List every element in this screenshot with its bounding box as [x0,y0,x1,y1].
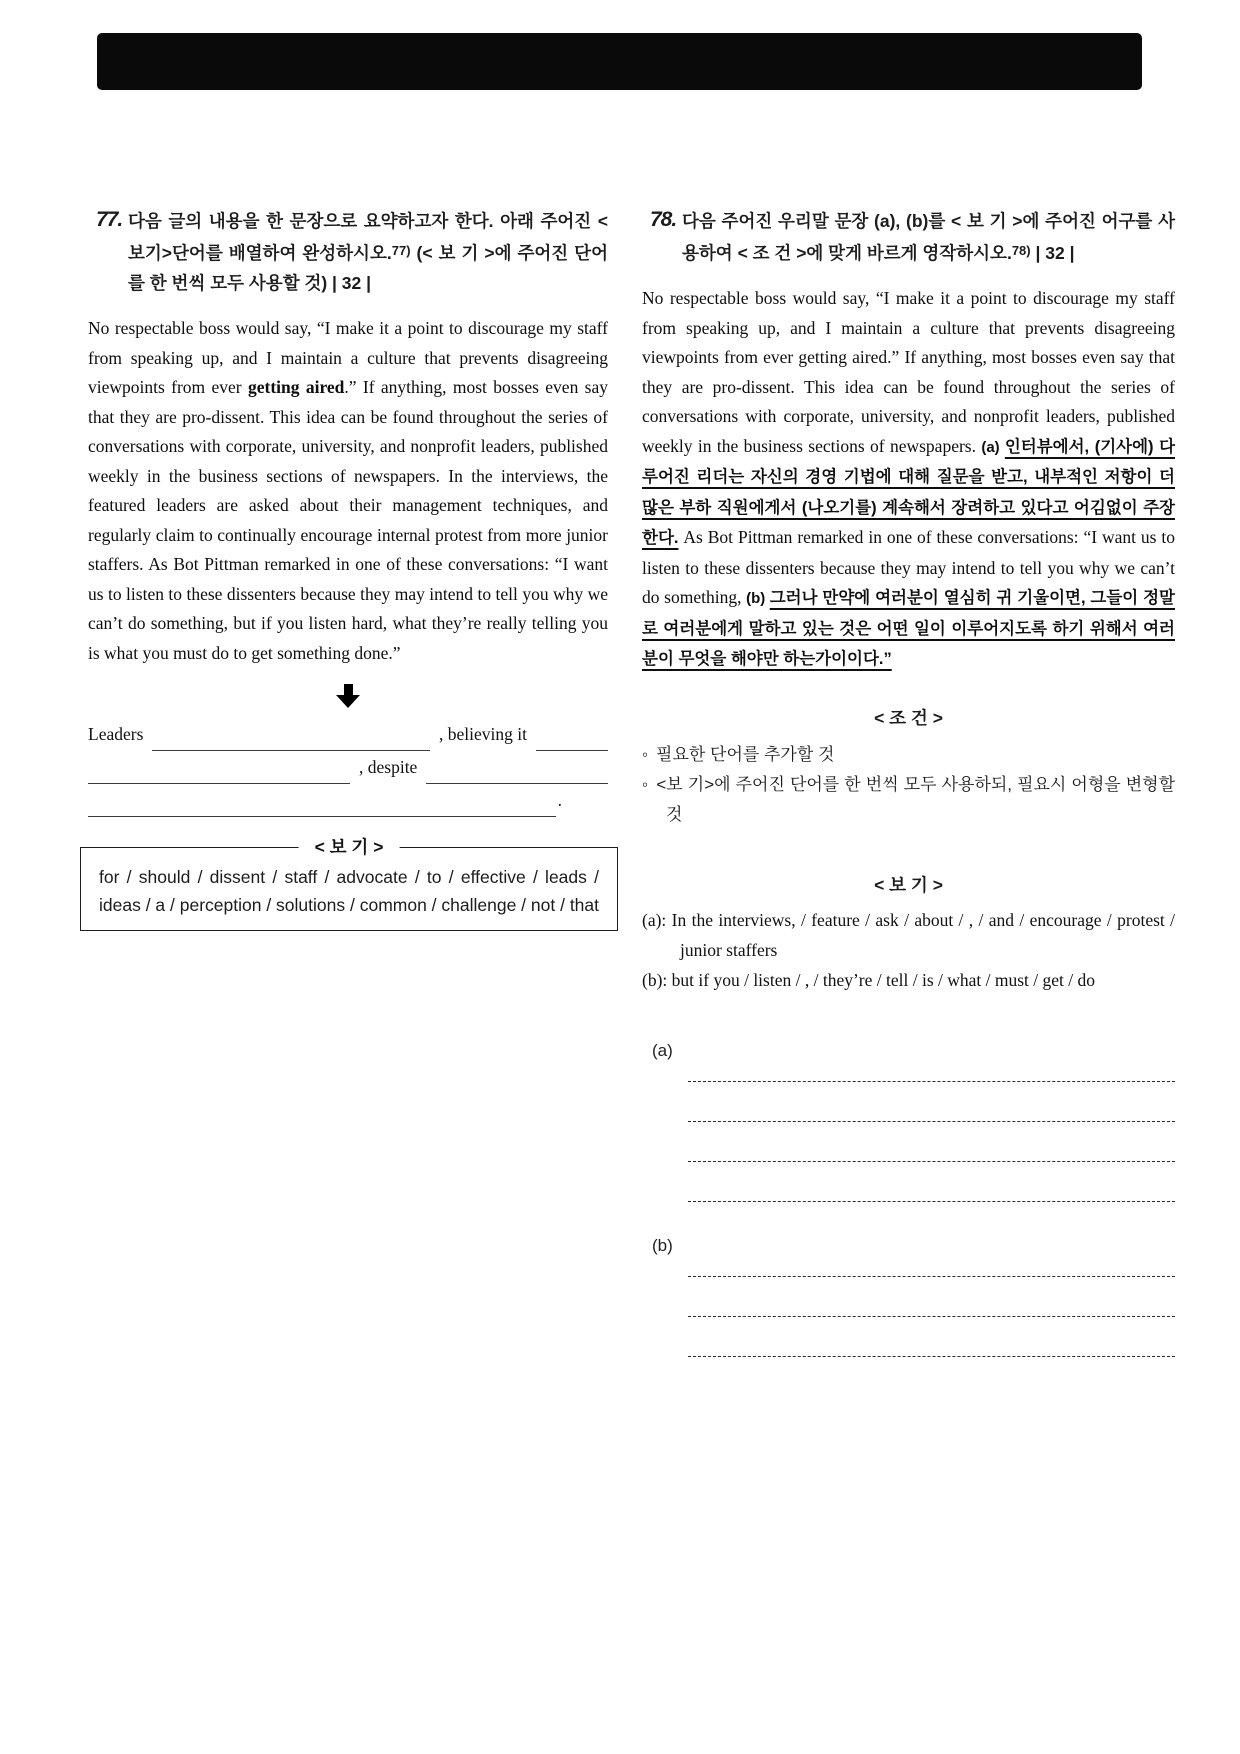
answer-label-b: (b) [652,1235,673,1255]
summary-row-2 [88,751,608,784]
summary-mid2: , despite [359,757,418,777]
q78-word-bank-title: < 보 기 > [874,874,943,895]
answer-line [688,1162,1175,1202]
answer-group-b [652,1236,1175,1357]
answer-lines-a [688,1061,1175,1202]
summary-lead: Leaders [88,724,144,744]
q77-passage-part1: No respectable boss would say, “I make it a point to discourage my staff from speaking up, and I maintain a culture that prevents disagreeing viewpoints from ever [88,318,608,397]
q78-passage-part2: As Bot Pittman remarked in one of these conversations: “I want us to listen to these dissenters because they may intend to tell you why we can’t do something, [642,527,1175,607]
answer-line [688,1256,1175,1277]
q78-korean-b: 그러나 만약에 여러분이 열심히 귀 기울이면, 그들이 정말로 여러분에게 말하고 있는 것은 어떤 일이 이루어지도록 하기 위해서 여러분이 무엇을 해야만 하는가이이다.” [642,589,1175,668]
answer-line [688,1061,1175,1082]
answer-line [688,1082,1175,1122]
q78-word-bank-list [642,905,1175,995]
answer-line [688,1122,1175,1162]
summary-arrow-row [88,684,608,708]
q77-footnote-ref: 77) [391,243,411,258]
q77-number: 77. [96,208,123,231]
q77-prompt-text: 다음 글의 내용을 한 문장으로 요약하고자 한다. 아래 주어진 <보기>단어를 배열하여 완성하시오. [128,211,608,263]
summary-blank-4 [426,761,608,784]
q78-condition-title: < 조 건 > [874,707,943,728]
summary-blank-3 [88,761,350,784]
question-78 [642,0,1175,1357]
q77-word-bank-box [80,837,618,931]
q78-answer-area [642,1041,1175,1357]
answer-line [688,1277,1175,1317]
answer-group-a [652,1041,1175,1202]
condition-item-2 [642,770,1175,830]
q78-marker-b: (b) [746,590,770,607]
q78-prompt-tail: | 32 | [1030,243,1075,263]
q77-summary-sentence [88,718,608,817]
word-bank-item-a [642,905,1175,965]
answer-line [688,1317,1175,1357]
summary-blank-5 [88,794,556,817]
word-bank-item-b-label: (b): [642,969,672,990]
q77-prompt [88,206,608,298]
answer-lines-b [688,1256,1175,1357]
summary-period: . [557,790,562,810]
word-bank-item-a-text: In the interviews, / feature / ask / about / , / and / encourage / protest / junior staffers [671,909,1175,960]
condition-item-1 [642,740,1175,770]
q78-passage-part1: No respectable boss would say, “I make it a point to discourage my staff from speaking up, and I maintain a culture that prevents disagreeing viewpoints from ever getting aired.” If anything, most bosses even say that they are pro-dissent. This idea can be found throughout the series of conversations with corporate, university, and nonprofit leaders, published weekly in the business sections of newspapers. [642,288,1175,456]
down-arrow-icon [336,684,360,708]
q77-passage [88,314,608,668]
q78-prompt-text: 다음 주어진 우리말 문장 (a), (b)를 < 보 기 >에 주어진 어구를 사용하여 < 조 건 >에 맞게 바르게 영작하시오. [682,211,1175,263]
q78-number: 78. [650,208,677,231]
summary-mid1: , believing it [439,724,527,744]
question-77 [88,0,608,931]
summary-blank-1 [152,728,430,751]
q78-condition-list [642,740,1175,830]
q78-footnote-ref: 78) [1011,243,1031,258]
q78-prompt [642,206,1175,268]
word-bank-item-a-label: (a): [642,909,672,930]
word-bank-item-b [642,965,1175,995]
q77-prompt-tail: (< 보 기 >에 주어진 단어를 한 번씩 모두 사용할 것) | 32 | [128,243,608,293]
summary-row-1 [88,718,608,751]
condition-item-2-text: <보 기>에 주어진 단어를 한 번씩 모두 사용하되, 필요시 어형을 변형할 것 [656,774,1176,824]
q78-korean-a: 인터뷰에서, (기사에) 다루어진 리더는 자신의 경영 기법에 대해 질문을 받고, 내부적인 저항이 더 많은 부하 직원에게서 (나오기를) 계속해서 장려하고 있다고 어김없이 주장한다. [642,437,1176,547]
q78-passage [642,284,1175,675]
summary-blank-2 [536,728,608,751]
answer-label-a: (a) [652,1040,673,1060]
summary-row-3 [88,784,608,817]
bullet-icon: ◦ [642,744,649,764]
q77-passage-bold-phrase: getting aired [247,377,345,397]
q77-passage-part2: .” If anything, most bosses even say that they are pro-dissent. This idea can be found throughout the series of conversations with corporate, university, and nonprofit leaders, published weekly in the business sections of newspapers. In the interviews, the featured leaders are asked about their management techniques, and regularly claim to continually encourage internal protest from more junior staffers. As Bot Pittman remarked in one of these conversations: “I want us to listen to these dissenters because they may intend to tell you why we can’t do something, but if you listen hard, what they’re really telling you is what you must do to get something done.” [88,377,608,663]
q77-word-bank-title: < 보 기 > [299,834,400,859]
word-bank-item-b-text: but if you / listen / , / they’re / tell / is / what / must / get / do [671,969,1096,990]
bullet-icon: ◦ [642,774,649,794]
condition-item-1-text: 필요한 단어를 추가할 것 [656,744,835,764]
q78-marker-a: (a) [981,438,1005,456]
q77-word-bank-words: for / should / dissent / staff / advocate / to / effective / leads / ideas / a / perception / solutions / common / challenge / not / that [99,867,600,915]
